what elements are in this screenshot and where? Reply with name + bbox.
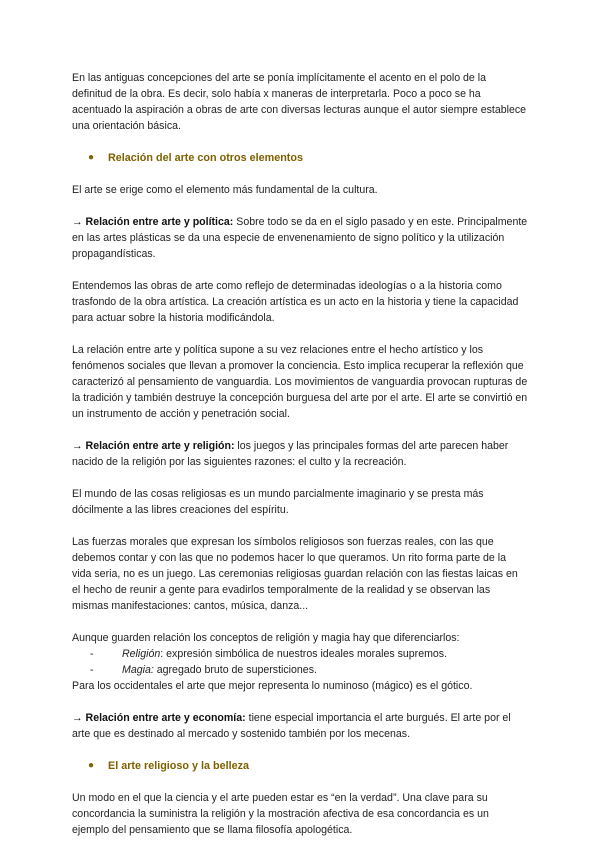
politica-text: Sobre todo se da en el siglo pasado y en este. Principalmente en las artes plásticas se da una especie de envenenamiento de signo político y la utilización propagandísticas. <box>72 216 528 260</box>
list-definition: : expresión simbólica de nuestros ideales morales supremos. <box>160 648 448 660</box>
paragraph-economia <box>72 710 528 742</box>
paragraph-gotico: Para los occidentales el arte que mejor representa lo numinoso (mágico) es el gótico. <box>72 680 473 692</box>
religion-label: → Relación entre arte y religión: <box>72 440 235 452</box>
economia-text: tiene especial importancia el arte burgués. El arte por el arte que es destinado al mercado y sostenido también por los mecenas. <box>72 712 511 740</box>
paragraph-vanguardia: La relación entre arte y política supone a su vez relaciones entre el hecho artístico y los fenómenos sociales que llevan a promover la conciencia. Esto implica recuperar la reflexión que caracterizó al pensamiento de vanguardia. Los movimientos de vanguardia provocan rupturas de la tradición y también destruye la concepción burguesa del arte por el arte. El arte se convirtió en un instrumento de acción y penetración social. <box>72 344 528 420</box>
section-heading-arte-religioso <box>88 758 528 774</box>
dash-marker: - <box>90 664 94 676</box>
paragraph-magia: Aunque guarden relación los conceptos de religión y magia hay que diferenciarlos: <box>72 632 460 644</box>
section-title: Relación del arte con otros elementos <box>108 152 303 164</box>
bullet-icon: ● <box>88 152 95 163</box>
economia-label: → Relación entre arte y economía: <box>72 712 246 724</box>
intro-paragraph: En las antiguas concepciones del arte se ponía implícitamente el acento en el polo de la definitud de la obra. Es decir, solo había x maneras de interpretarla. Poco a poco se ha acentuado la aspiración a obras de arte con diversas lecturas aunque el autor siempre establece una orientación básica. <box>72 72 527 132</box>
section-heading-relacion <box>88 150 528 166</box>
list-item <box>72 662 528 678</box>
paragraph-verdad: Un modo en el que la ciencia y el arte pueden estar es “en la verdad”. Una clave para su concordancia la suministra la religión y la mostración afectiva de esa concordancia es un ejemplo del pensamiento que se llama filosofía apologética. <box>72 792 489 836</box>
dash-marker: - <box>90 648 94 660</box>
definition-list <box>72 646 528 678</box>
list-term: Magia: <box>122 664 154 676</box>
paragraph-politica <box>72 214 528 262</box>
paragraph-cultura: El arte se erige como el elemento más fundamental de la cultura. <box>72 184 378 196</box>
paragraph-fuerzas-morales: Las fuerzas morales que expresan los símbolos religiosos son fuerzas reales, con las que debemos contar y con las que no podemos hacer lo que queramos. Un rito forma parte de la vida seria, no es un juego. Las ceremonias religiosas guardan relación con las fiestas laicas en el hecho de reunir a gente para evadirlos temporalmente de la realidad y se observan las mismas manifestaciones: cantos, música, danza... <box>72 536 518 612</box>
list-item <box>72 646 528 662</box>
paragraph-mundo-religioso: El mundo de las cosas religiosas es un mundo parcialmente imaginario y se presta más dócilmente a las libres creaciones del espíritu. <box>72 488 484 516</box>
list-definition: agregado bruto de supersticiones. <box>153 664 317 676</box>
politica-label: → Relación entre arte y política: <box>72 216 234 228</box>
paragraph-ideologias: Entendemos las obras de arte como reflejo de determinadas ideologías o a la historia como trasfondo de la obra artística. La creación artística es un acto en la historia y tiene la capacidad para actuar sobre la historia modificándola. <box>72 280 519 324</box>
bullet-icon: ● <box>88 760 95 771</box>
section-title: El arte religioso y la belleza <box>108 760 250 772</box>
paragraph-religion <box>72 438 528 470</box>
list-term: Religión <box>122 648 161 660</box>
religion-text: los juegos y las principales formas del arte parecen haber nacido de la religión por las siguientes razones: el culto y la recreación. <box>72 440 509 468</box>
